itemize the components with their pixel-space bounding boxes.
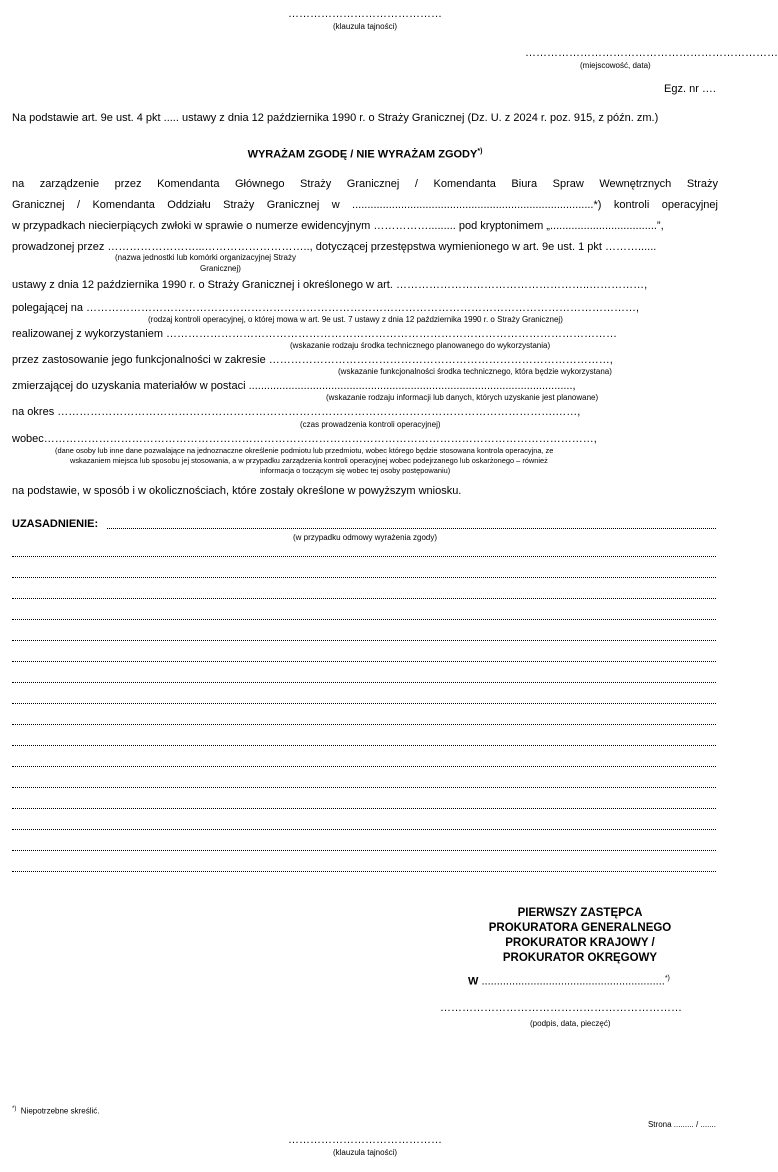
- body-line-8: przez zastosowanie jego funkcjonalności w zakresie …………………………………………………………………………………,: [12, 354, 613, 366]
- signature-place: [468, 975, 670, 988]
- note-subject-2: wskazaniem miejsca lub sposobu jej stosowania, a w przypadku zarządzenia kontroli operacyjnej wobec podejrzanego lub oskarżonego – również: [70, 456, 548, 465]
- consent-title-mark: *): [477, 148, 483, 155]
- note-unit-name: (nazwa jednostki lub komórki organizacyjnej Straży: [115, 253, 296, 262]
- body-line-6: polegającej na ……………………………………………………………………………………………………………………………………,: [12, 302, 640, 314]
- body-line-10: na okres ……………………………………………………………………………………………………………………….……,: [12, 406, 581, 418]
- justification-line: [12, 828, 716, 830]
- body-line-5: ustawy z dnia 12 października 1990 r. o Straży Granicznej i określonego w art. ……………………………………………..……………,: [12, 279, 648, 291]
- signature-place-dots: ............................................................: [481, 975, 665, 988]
- justification-line: [12, 786, 716, 788]
- consent-title-text: WYRAŻAM ZGODĘ / NIE WYRAŻAM ZGODY: [247, 148, 478, 161]
- note-subject-1: (dane osoby lub inne dane pozwalające na jednoznaczne określenie podmiotu lub przedmiotu, wobec którego będzie stosowana kontrola operacyjna, ze: [55, 446, 554, 455]
- signature-place-label: W: [468, 975, 479, 988]
- justification-line: [12, 870, 716, 872]
- page-number: Strona ......... / .......: [647, 1120, 716, 1129]
- bottom-classification-label: (klauzula tajności): [332, 1148, 398, 1157]
- signature-place-mark: *): [664, 975, 670, 982]
- justification-line: [12, 702, 716, 704]
- copy-number: Egz. nr ….: [664, 83, 716, 95]
- note-subject-3: informacja o toczącym się wobec tej osoby postępowaniu): [260, 466, 451, 475]
- footnote-text: Niepotrzebne skreślić.: [20, 1106, 100, 1116]
- justification-note: (w przypadku odmowy wyrażenia zgody): [292, 533, 438, 542]
- justification-label: UZASADNIENIE:: [12, 518, 99, 530]
- note-control-type: (rodzaj kontroli operacyjnej, o której mowa w art. 9e ust. 7 ustawy z dnia 12 października 1990 r. o Straży Granicznej): [148, 315, 563, 324]
- justification-line: [12, 660, 716, 662]
- justification-line: [12, 744, 716, 746]
- body-line-1: na zarządzenie przez Komendanta Głównego Straży Granicznej / Komendanta Biura Spraw Wewnętrznych Straży: [12, 178, 718, 190]
- signature-dots: …………………………………………………………: [440, 1002, 682, 1014]
- note-functionality: (wskazanie funkcjonalności środka technicznego, która będzie wykorzystana): [338, 367, 612, 376]
- consent-title: [0, 148, 730, 161]
- note-information-type: (wskazanie rodzaju informacji lub danych, których uzyskanie jest planowane): [326, 393, 599, 402]
- justification-line: [12, 723, 716, 725]
- body-line-11: wobec……………………………………………………………………………………………………………………………………,: [12, 433, 597, 445]
- justification-line: [12, 849, 716, 851]
- top-classification-label: (klauzula tajności): [332, 22, 398, 31]
- justification-line: [12, 576, 716, 578]
- legal-basis: Na podstawie art. 9e ust. 4 pkt ..... ustawy z dnia 12 października 1990 r. o Straży Granicznej (Dz. U. z 2024 r. poz. 915, z późn. zm.): [12, 112, 659, 124]
- signatory-line-3: PROKURATOR KRAJOWY /: [505, 937, 655, 949]
- footnote-mark: *): [12, 1106, 17, 1112]
- justification-dots-first: [107, 527, 716, 529]
- footnote: [12, 1106, 100, 1116]
- justification-line: [12, 555, 716, 557]
- body-line-2: Granicznej / Komendanta Oddziału Straży Granicznej w ...............................................................................*) kontroli operacyjnej: [12, 199, 718, 211]
- justification-line: [12, 618, 716, 620]
- signature-label: (podpis, data, pieczęć): [530, 1019, 611, 1028]
- signatory-line-4: PROKURATOR OKRĘGOWY: [502, 952, 658, 964]
- note-duration: (czas prowadzenia kontroli operacyjnej): [300, 420, 441, 429]
- justification-line: [12, 807, 716, 809]
- bottom-classification-dots: ……………………………………: [288, 1134, 442, 1146]
- justification-line: [12, 681, 716, 683]
- place-date-dots: ……………………………………………………………: [525, 47, 778, 59]
- signatory-line-1: PIERWSZY ZASTĘPCA: [517, 907, 643, 919]
- top-classification-dots: ……………………………………: [288, 8, 442, 20]
- note-unit-name-2: Granicznej): [200, 264, 241, 273]
- justification-line: [12, 639, 716, 641]
- place-date-label: (miejscowość, data): [580, 61, 651, 70]
- body-line-12: na podstawie, w sposób i w okolicznościach, które zostały określone w powyższym wniosku.: [12, 485, 462, 497]
- signatory-line-2: PROKURATORA GENERALNEGO: [488, 922, 672, 934]
- body-line-4: prowadzonej przez ……………………...……………………….., dotyczącej przestępstwa wymienionego w art. 9e ust. 1 pkt ………......: [12, 241, 657, 253]
- note-technical-means: (wskazanie rodzaju środka technicznego planowanego do wykorzystania): [290, 341, 551, 350]
- body-line-7: realizowanej z wykorzystaniem ……………………………………………………………………………………………………………: [12, 328, 618, 340]
- justification-line: [12, 765, 716, 767]
- justification-line: [12, 597, 716, 599]
- body-line-9: zmierzającej do uzyskania materiałów w postaci ..........................................................................................................,: [12, 380, 576, 392]
- body-line-3: w przypadkach niecierpiących zwłoki w sprawie o numerze ewidencyjnym ……………......... pod kryptonimem „...................................”,: [12, 220, 664, 232]
